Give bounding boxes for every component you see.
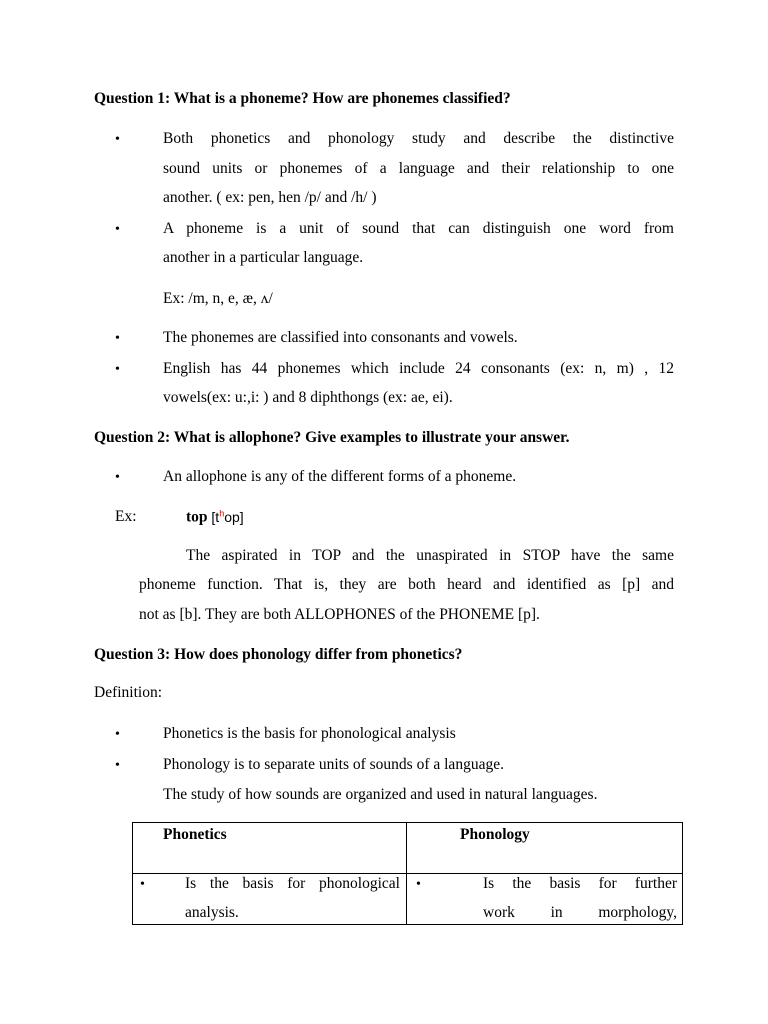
- bullet-icon: •: [115, 331, 120, 346]
- bullet-icon: •: [140, 877, 145, 892]
- phonetics-cell-line1: Is the basis for phonological: [185, 875, 400, 892]
- q1-bullet1-line1: Both phonetics and phonology study and describe the distinctive: [163, 130, 674, 147]
- comparison-table: [132, 822, 683, 925]
- table-header-cell: [133, 823, 407, 874]
- q3-bullet2-continuation: The study of how sounds are organized and used in natural languages.: [163, 786, 598, 803]
- table-header-cell: [407, 823, 683, 874]
- q2-example: [186, 508, 244, 527]
- bullet-icon: •: [115, 222, 120, 237]
- q3-bullet1: Phonetics is the basis for phonological analysis: [163, 725, 456, 742]
- q1-bullet1-line2: sound units or phonemes of a language and their relationship to one: [163, 160, 674, 177]
- definition-label: Definition:: [94, 684, 163, 701]
- question-2-heading: Question 2: What is allophone? Give examples to illustrate your answer.: [94, 429, 570, 446]
- bullet-icon: •: [115, 362, 120, 377]
- q1-bullet4-line1: English has 44 phonemes which include 24 consonants (ex: n, m) , 12: [163, 360, 674, 377]
- q1-bullet4-line2: vowels(ex: u:,i: ) and 8 diphthongs (ex: ae, ei).: [163, 389, 453, 406]
- q2-example-label: Ex:: [115, 508, 137, 525]
- q2-para-line2: phoneme function. That is, they are both heard and identified as [p] and: [139, 576, 674, 593]
- transcription-open: [t: [211, 508, 220, 525]
- aspiration-mark: h: [219, 508, 225, 518]
- question-3-heading: Question 3: How does phonology differ from phonetics?: [94, 646, 463, 663]
- phonetics-cell-line2: analysis.: [185, 904, 239, 921]
- bullet-icon: •: [115, 132, 120, 147]
- q1-bullet1-line3: another. ( ex: pen, hen /p/ and /h/ ): [163, 189, 377, 206]
- header-phonetics: Phonetics: [163, 826, 227, 843]
- q2-para-line1: The aspirated in TOP and the unaspirated in STOP have the same: [186, 547, 674, 564]
- q1-example: Ex: /m, n, e, æ, ʌ/: [163, 290, 273, 307]
- table-cell-phonology: [407, 874, 683, 925]
- phonology-cell-line1: Is the basis for further: [483, 875, 677, 892]
- q3-bullet2: Phonology is to separate units of sounds of a language.: [163, 756, 504, 773]
- phonology-cell-line2: work in morphology,: [483, 904, 677, 921]
- q2-example-word: top: [186, 508, 208, 526]
- q1-bullet2-line2: another in a particular language.: [163, 249, 364, 266]
- header-phonology: Phonology: [460, 826, 530, 843]
- q1-bullet2-line1: A phoneme is a unit of sound that can distinguish one word from: [163, 220, 674, 237]
- transcription-close: op]: [224, 508, 244, 525]
- question-1-heading: Question 1: What is a phoneme? How are phonemes classified?: [94, 90, 511, 107]
- bullet-icon: •: [115, 470, 120, 485]
- q2-para-line3: not as [b]. They are both ALLOPHONES of the PHONEME [p].: [139, 606, 540, 623]
- bullet-icon: •: [115, 727, 120, 742]
- q1-bullet3: The phonemes are classified into consonants and vowels.: [163, 329, 518, 346]
- bullet-icon: •: [416, 877, 421, 892]
- table-header-row: [133, 823, 683, 874]
- q2-example-transcription: [211, 509, 243, 525]
- table-row: [133, 874, 683, 925]
- table-cell-phonetics: [133, 874, 407, 925]
- bullet-icon: •: [115, 758, 120, 773]
- q2-bullet1: An allophone is any of the different forms of a phoneme.: [163, 468, 517, 485]
